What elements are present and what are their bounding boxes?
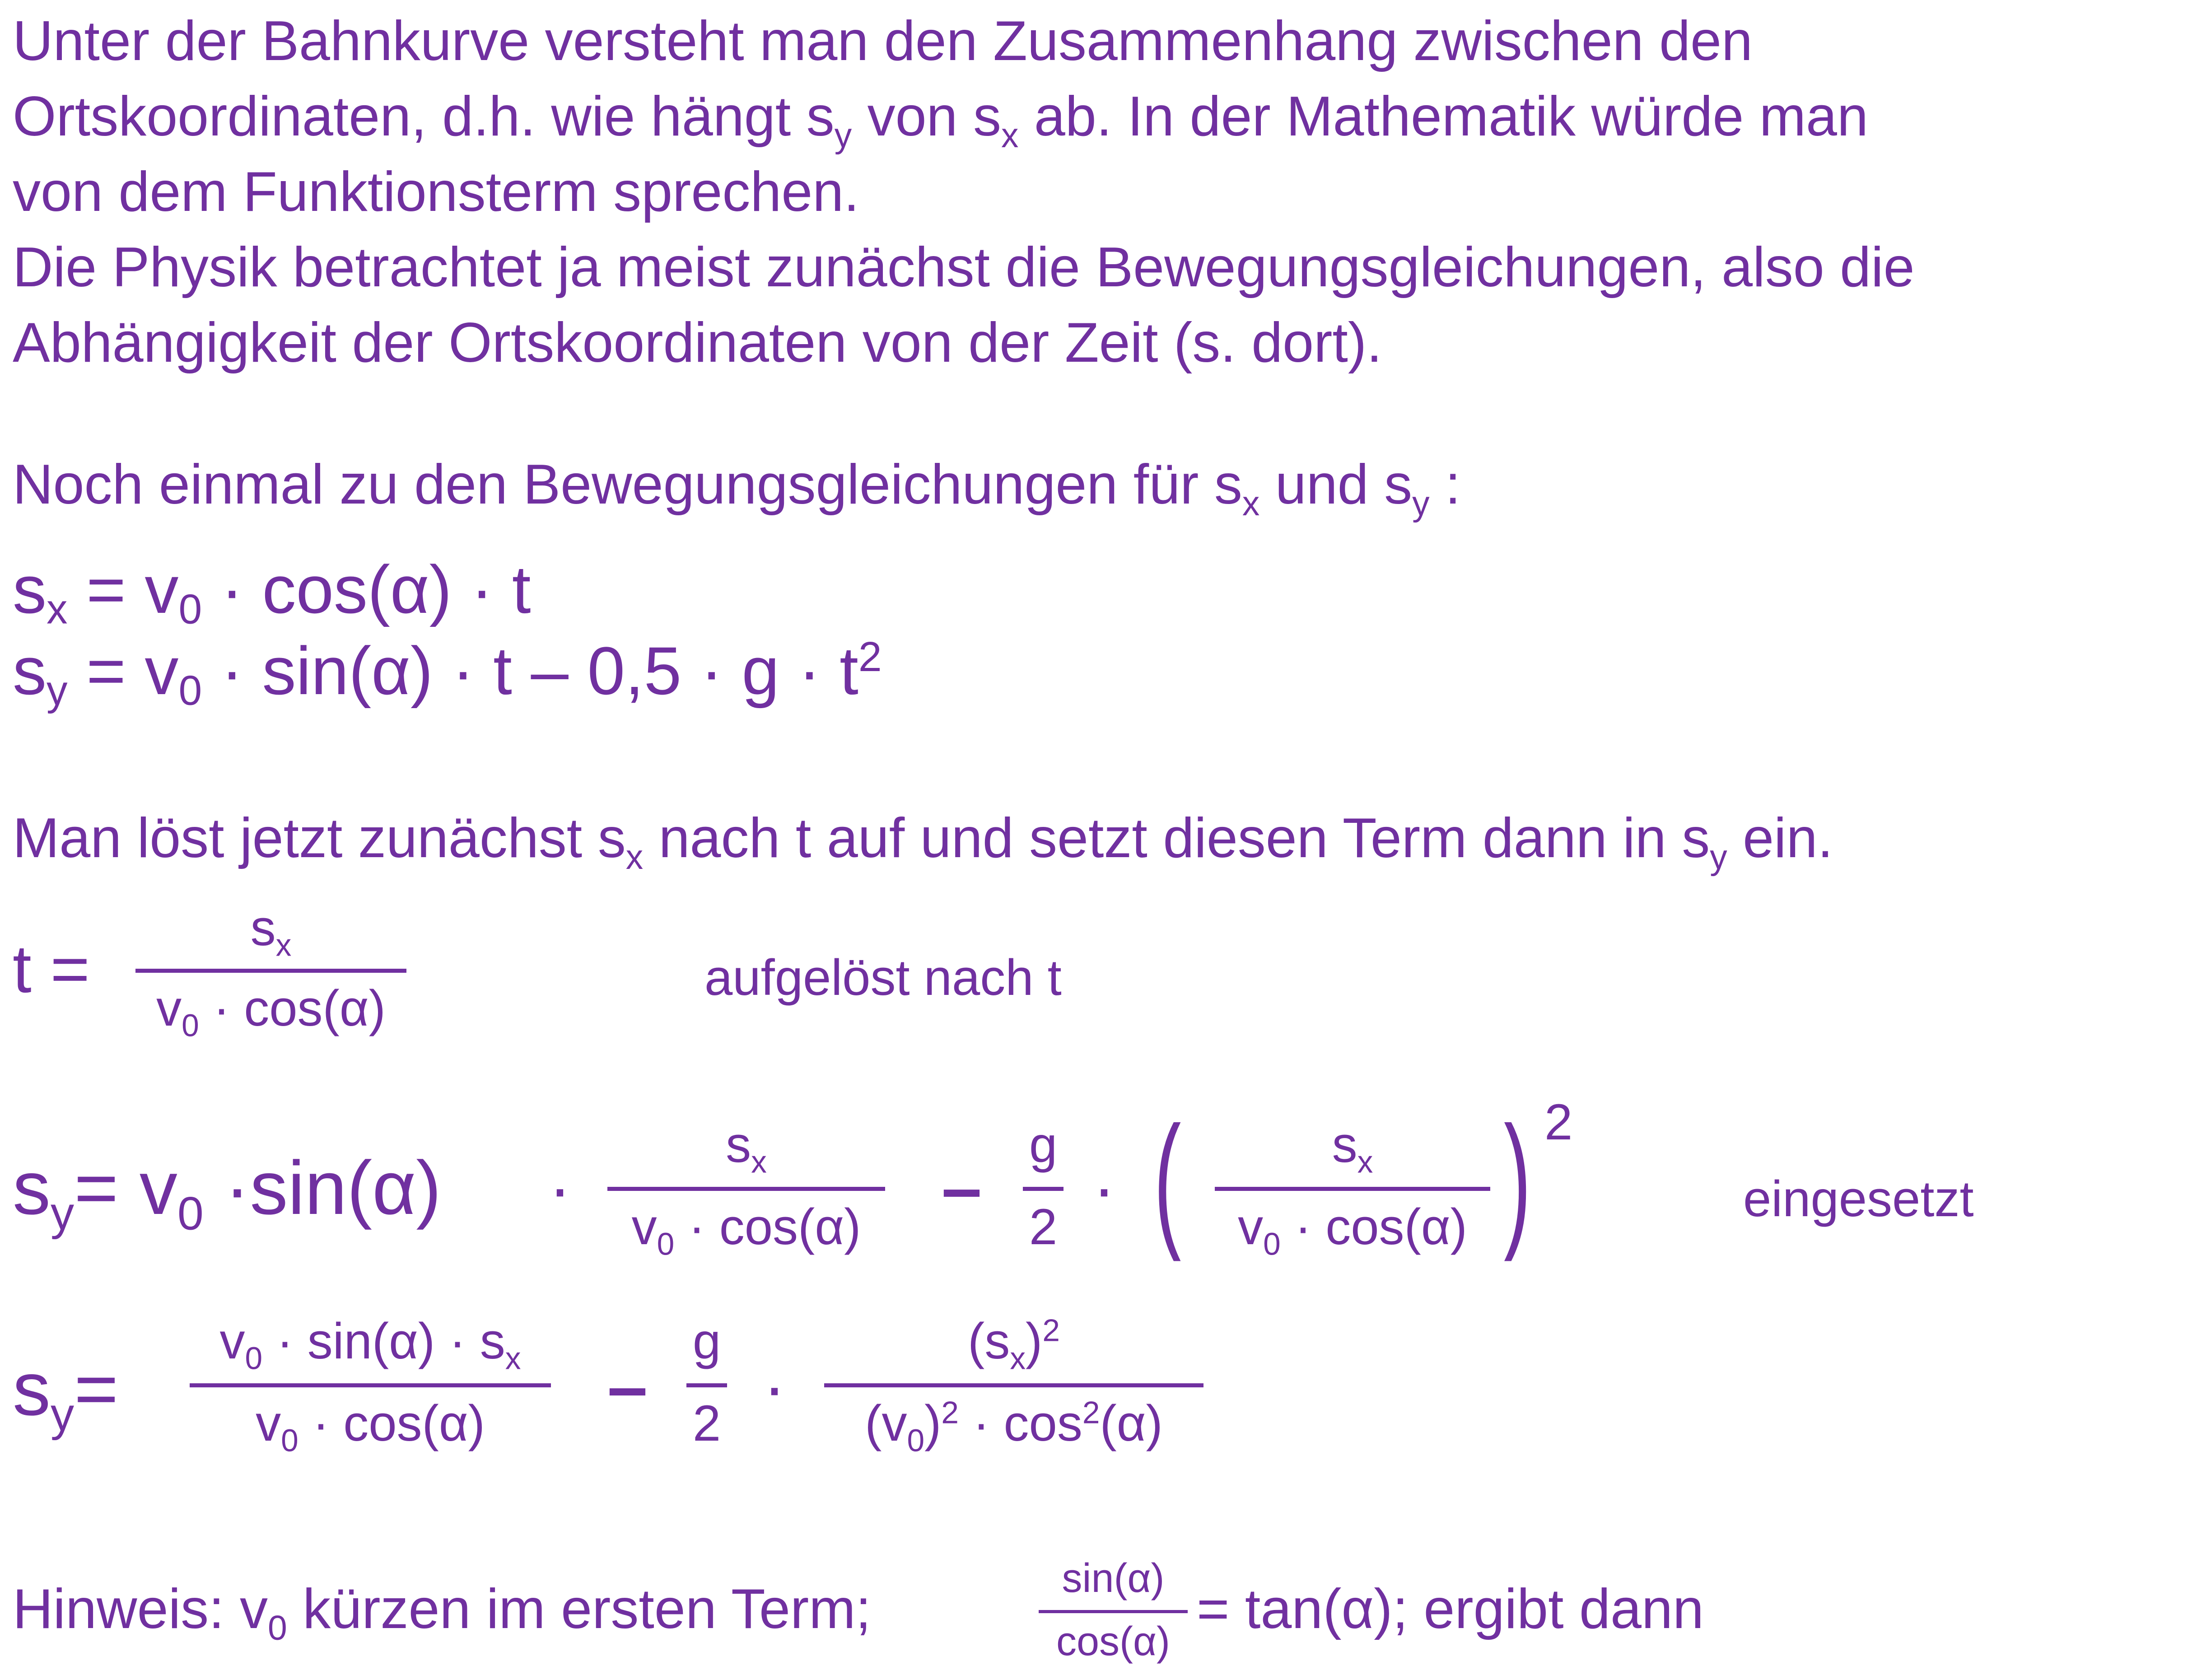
t-fraction-numerator: $s_x$ <box>250 900 292 963</box>
fraction-numerator: sin(α) <box>1062 1556 1165 1601</box>
multiply-dot: · <box>763 1349 786 1424</box>
intro-line-5: Abhängigkeit der Ortskoordinaten von der Zeit (s. dort). <box>13 312 1382 374</box>
fraction-numerator: $v_0 \cdot \sin(\alpha) \cdot s_x$ <box>219 1313 521 1376</box>
fraction-denominator: $v_0 \cdot \cos(\alpha)$ <box>631 1199 861 1262</box>
g-half-fraction <box>1023 1115 1064 1269</box>
fraction-numerator: g <box>1029 1116 1058 1173</box>
equation-sy: $s_y = v_0 \cdot \sin(\alpha) \cdot t - 0,5 \cdot g \cdot t^2$ <box>13 633 882 714</box>
fraction-denominator: 2 <box>692 1395 721 1451</box>
sy-simplified-fraction-2 <box>824 1312 1203 1465</box>
intro-line-1: Unter der Bahnkurve versteht man den Zusammenhang zwischen den <box>13 10 1753 72</box>
intro-line-4: Die Physik betrachtet ja meist zunächst die Bewegungsgleichungen, also die <box>13 236 1915 299</box>
fraction-bar <box>190 1383 551 1387</box>
solve-instruction: Man löst jetzt zunächst $s_x$ nach t auf und setzt diesen Term dann in $s_y$ ein. <box>13 807 1833 877</box>
right-parenthesis: ) <box>1504 1095 1531 1262</box>
fraction-denominator: $(v_0)^2 \cdot \cos^2(\alpha)$ <box>865 1395 1163 1458</box>
sin-over-cos-fraction <box>1039 1554 1188 1675</box>
minus-sign: – <box>942 1147 982 1228</box>
fraction-denominator: $v_0 \cdot \cos(\alpha)$ <box>256 1395 485 1458</box>
minus-sign: – <box>607 1346 648 1427</box>
fraction-bar <box>135 969 406 973</box>
fraction-numerator: g <box>692 1313 721 1369</box>
fraction-bar <box>686 1383 727 1387</box>
multiply-dot: · <box>1093 1150 1115 1226</box>
motion-equations-heading: Noch einmal zu den Bewegungsgleichungen für $s_x$ und $s_y$ : <box>13 453 1461 523</box>
sy-substituted-fraction-1 <box>607 1115 885 1269</box>
sy-simplified-lhs: $s_y=$ <box>13 1346 119 1441</box>
fraction-numerator: $(s_x)^2$ <box>968 1312 1060 1376</box>
equation-sx: $s_x = v_0 \cdot \cos(\alpha) \cdot t$ <box>13 551 531 633</box>
fraction-denominator: $v_0 \cdot \cos(\alpha)$ <box>1238 1199 1467 1262</box>
fraction-bar <box>1039 1610 1188 1613</box>
intro-line-2: Ortskoordinaten, d.h. wie hängt $s_y$ von $s_x$ ab. In der Mathematik würde man <box>13 85 1868 155</box>
hint-text-start: Hinweis: $v_0$ kürzen im ersten Term; <box>13 1578 872 1647</box>
sy-simplified-fraction-1 <box>190 1312 551 1465</box>
substituted-note: eingesetzt <box>1743 1171 1974 1227</box>
sy-substituted-fraction-2 <box>1215 1115 1490 1269</box>
fraction-bar <box>1023 1187 1064 1191</box>
hint-text-end: = tan(α); ergibt dann <box>1197 1578 1704 1640</box>
left-parenthesis: ( <box>1154 1095 1181 1262</box>
fraction-denominator: 2 <box>1029 1199 1058 1255</box>
fraction-numerator: $s_x$ <box>726 1116 767 1180</box>
fraction-bar <box>824 1383 1203 1387</box>
multiply-dot: · <box>549 1150 571 1226</box>
fraction-numerator: $s_x$ <box>1332 1116 1373 1180</box>
fraction-bar <box>607 1187 885 1191</box>
sy-substituted-lhs: $s_y= v_0 \cdot\sin(\alpha)$ <box>13 1145 442 1240</box>
fraction-bar <box>1215 1187 1490 1191</box>
g-half-fraction <box>686 1312 727 1465</box>
t-fraction <box>135 899 406 1052</box>
fraction-denominator: cos(α) <box>1056 1619 1171 1664</box>
t-fraction-denominator: $v_0 \cdot \cos(\alpha)$ <box>156 980 386 1043</box>
intro-line-3: von dem Funktionsterm sprechen. <box>13 161 859 223</box>
t-equation-lhs: t = <box>13 931 90 1007</box>
t-equation-note: aufgelöst nach t <box>704 949 1062 1006</box>
square-exponent: 2 <box>1544 1094 1573 1150</box>
